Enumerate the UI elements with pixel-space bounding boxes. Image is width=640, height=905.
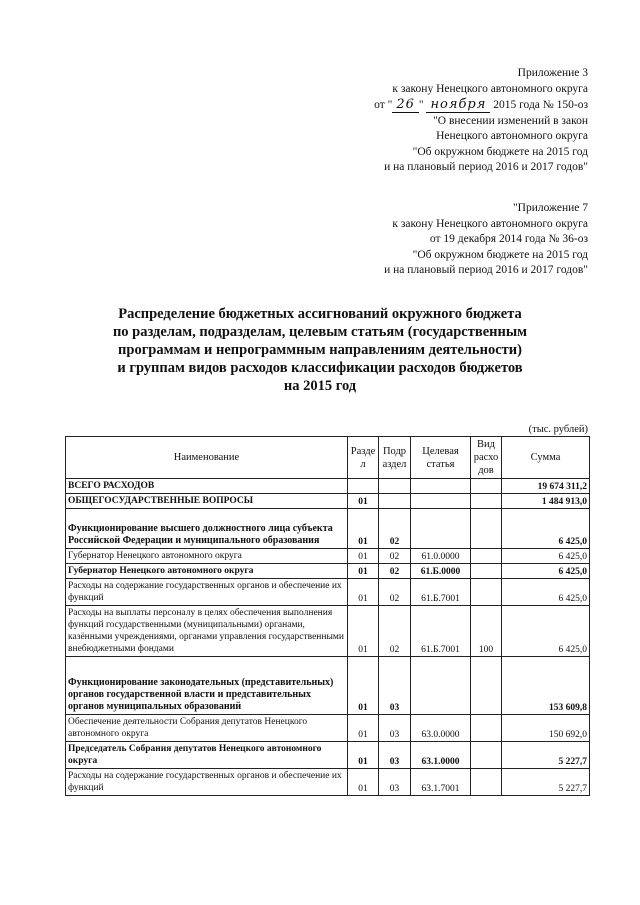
cell-sum: 6 425,0: [502, 509, 590, 549]
cell-sum: 6 425,0: [502, 606, 590, 657]
cell-rz: 01: [348, 579, 379, 606]
cell-cs: 61.0.0000: [411, 549, 471, 564]
table-row: [66, 549, 590, 564]
table-row: [66, 742, 590, 769]
cell-pr: [379, 494, 411, 509]
cell-rz: 01: [348, 509, 379, 549]
cell-name: Губернатор Ненецкого автономного округа: [66, 564, 348, 579]
table-header-row: [66, 437, 590, 479]
table-row: [66, 715, 590, 742]
cell-vr: [471, 742, 502, 769]
appendix-7-header: [384, 201, 588, 279]
cell-sum: 6 425,0: [502, 564, 590, 579]
units-label: (тыс. рублей): [528, 424, 588, 435]
cell-vr: [471, 549, 502, 564]
title-line1: Распределение бюджетных ассигнований окружного бюджета: [118, 306, 522, 322]
handwritten-day: 26: [392, 97, 419, 113]
col-header-sum: Сумма: [502, 437, 590, 479]
cell-rz: 01: [348, 606, 379, 657]
cell-pr: 02: [379, 606, 411, 657]
header2-line1: "Приложение 7: [512, 202, 588, 214]
cell-vr: [471, 657, 502, 715]
cell-vr: [471, 494, 502, 509]
header1-prefix: от ": [374, 99, 393, 111]
cell-name: Функционирование высшего должностного лица субъекта Российской Федерации и муниципального образования: [66, 509, 348, 549]
cell-sum: 19 674 311,2: [502, 479, 590, 494]
header2-line5: и на плановый период 2016 и 2017 годов": [384, 264, 588, 276]
cell-cs: [411, 494, 471, 509]
handwritten-month: ноября: [426, 97, 490, 113]
cell-rz: 01: [348, 494, 379, 509]
budget-table: [65, 436, 590, 796]
cell-pr: 02: [379, 549, 411, 564]
cell-pr: 03: [379, 657, 411, 715]
header2-line2: к закону Ненецкого автономного округа: [392, 217, 588, 230]
cell-pr: 03: [379, 769, 411, 796]
table-row: [66, 564, 590, 579]
title-line5: на 2015 год: [283, 378, 357, 394]
cell-rz: 01: [348, 657, 379, 715]
title-line4: и группам видов расходов классификации расходов бюджетов: [117, 360, 523, 376]
header1-suffix: 2015 года № 150-оз: [493, 99, 588, 111]
header1-mid: ": [418, 99, 424, 111]
header1-line7: и на плановый период 2016 и 2017 годов": [384, 161, 588, 173]
header1-line3: [374, 97, 588, 114]
header2-line4: "Об окружном бюджете на 2015 год: [412, 248, 588, 261]
cell-pr: 03: [379, 715, 411, 742]
cell-vr: [471, 479, 502, 494]
table-row: [66, 657, 590, 715]
table-row: [66, 579, 590, 606]
cell-name: Губернатор Ненецкого автономного округа: [66, 549, 348, 564]
cell-cs: 63.1.7001: [411, 769, 471, 796]
cell-sum: 1 484 913,0: [502, 494, 590, 509]
header1-line1: Приложение 3: [517, 67, 588, 79]
title-line3: программам и непрограммным направлениям деятельности): [118, 342, 522, 358]
cell-pr: 03: [379, 742, 411, 769]
cell-sum: 5 227,7: [502, 769, 590, 796]
cell-cs: [411, 657, 471, 715]
cell-rz: [348, 479, 379, 494]
table-row: [66, 494, 590, 509]
cell-name: Функционирование законодательных (представительных) органов государственной власти и представительных органов муниципальных образований: [66, 657, 348, 715]
cell-rz: 01: [348, 742, 379, 769]
cell-name: Расходы на содержание государственных органов и обеспечение их функций: [66, 579, 348, 606]
header1-line2: к закону Ненецкого автономного округа: [392, 82, 588, 95]
header1-line5: Ненецкого автономного округа: [436, 130, 588, 142]
col-header-razdel: Разде л: [348, 437, 379, 479]
appendix-3-header: [374, 66, 588, 176]
col-header-podrazdel: Подр аздел: [379, 437, 411, 479]
cell-sum: 6 425,0: [502, 579, 590, 606]
cell-sum: 5 227,7: [502, 742, 590, 769]
cell-sum: 150 692,0: [502, 715, 590, 742]
cell-cs: 63.0.0000: [411, 715, 471, 742]
cell-pr: [379, 479, 411, 494]
document-title: [70, 305, 570, 395]
header1-line4: "О внесении изменений в закон: [433, 114, 588, 127]
cell-name: ОБЩЕГОСУДАРСТВЕННЫЕ ВОПРОСЫ: [66, 494, 348, 509]
cell-cs: 61.Б.7001: [411, 606, 471, 657]
cell-vr: 100: [471, 606, 502, 657]
cell-name: Расходы на содержание государственных органов и обеспечение их функций: [66, 769, 348, 796]
cell-pr: 02: [379, 564, 411, 579]
cell-cs: [411, 479, 471, 494]
cell-name: Расходы на выплаты персоналу в целях обеспечения выполнения функций государственными (муниципальными) органами, казёнными учреждениями, органами управления государственными внебюджетными фондами: [66, 606, 348, 657]
cell-vr: [471, 564, 502, 579]
cell-rz: 01: [348, 549, 379, 564]
cell-name: Председатель Собрания депутатов Ненецкого автономного округа: [66, 742, 348, 769]
cell-name: ВСЕГО РАСХОДОВ: [66, 479, 348, 494]
table-row: [66, 769, 590, 796]
cell-sum: 153 609,8: [502, 657, 590, 715]
table-row: [66, 479, 590, 494]
title-line2: по разделам, подразделам, целевым статьям (государственным: [112, 324, 528, 340]
table-row: [66, 509, 590, 549]
col-header-target: Целевая статья: [411, 437, 471, 479]
cell-pr: 02: [379, 509, 411, 549]
table-row: [66, 606, 590, 657]
cell-cs: [411, 509, 471, 549]
header1-line6: "Об окружном бюджете на 2015 год: [412, 145, 588, 158]
cell-name: Обеспечение деятельности Собрания депутатов Ненецкого автономного округа: [66, 715, 348, 742]
cell-rz: 01: [348, 564, 379, 579]
cell-cs: 61.Б.0000: [411, 564, 471, 579]
cell-rz: 01: [348, 769, 379, 796]
cell-pr: 02: [379, 579, 411, 606]
cell-sum: 6 425,0: [502, 549, 590, 564]
cell-rz: 01: [348, 715, 379, 742]
cell-vr: [471, 579, 502, 606]
cell-cs: 63.1.0000: [411, 742, 471, 769]
cell-vr: [471, 715, 502, 742]
cell-vr: [471, 509, 502, 549]
header2-line3: от 19 декабря 2014 года № 36-оз: [429, 233, 588, 245]
col-header-name: Наименование: [66, 437, 348, 479]
cell-vr: [471, 769, 502, 796]
cell-cs: 61.Б.7001: [411, 579, 471, 606]
col-header-vid: Вид расхо дов: [471, 437, 502, 479]
